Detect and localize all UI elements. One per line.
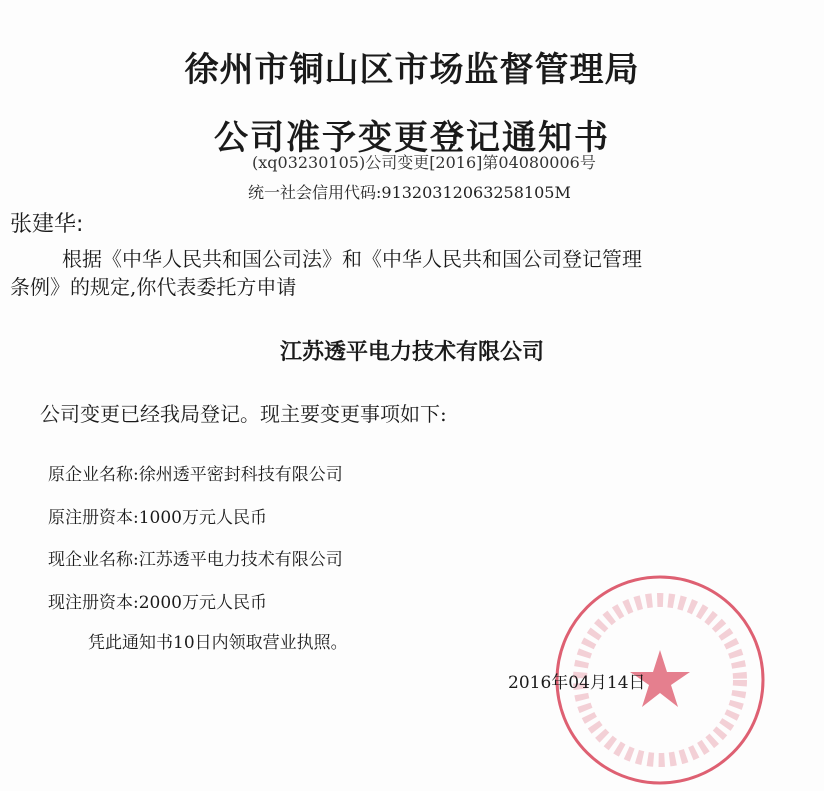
addressee: 张建华: (10, 212, 84, 237)
license-note: 凭此通知书10日内领取营业执照。 (88, 633, 348, 653)
paragraph-line-1: 根据《中华人民共和国公司法》和《中华人民共和国公司登记管理 (62, 247, 642, 271)
change-item: 现企业名称:江苏透平电力技术有限公司 (48, 550, 343, 570)
intro-text: 公司变更已经我局登记。现主要变更事项如下: (40, 402, 447, 426)
document-title: 公司准予变更登记通知书 (214, 118, 610, 158)
change-item: 原注册资本:1000万元人民币 (48, 508, 267, 528)
reference-number: (xq03230105)公司变更[2016]第04080006号 (252, 153, 596, 172)
credit-code: 统一社会信用代码:91320312063258105M (248, 183, 571, 202)
authority-title: 徐州市铜山区市场监督管理局 (184, 50, 640, 90)
company-name: 江苏透平电力技术有限公司 (279, 340, 544, 365)
issue-date: 2016年04月14日 (508, 673, 646, 693)
paragraph-line-2: 条例》的规定,你代表委托方申请 (10, 275, 297, 299)
change-item: 现注册资本:2000万元人民币 (48, 593, 267, 613)
change-item: 原企业名称:徐州透平密封科技有限公司 (48, 465, 343, 485)
